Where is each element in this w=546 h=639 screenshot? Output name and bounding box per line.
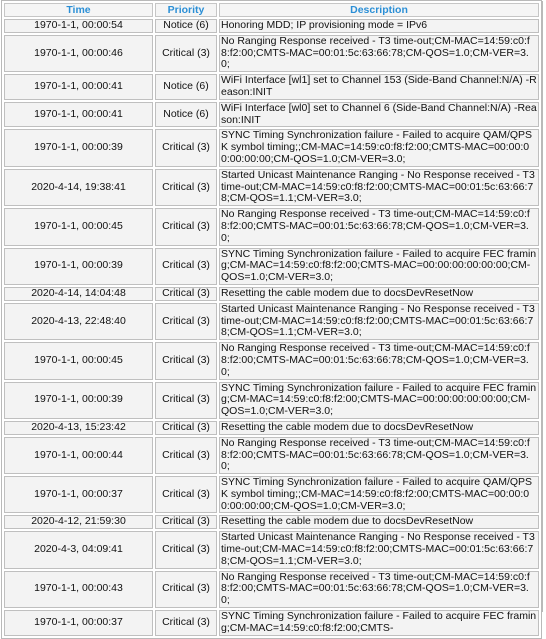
time-cell: 1970-1-1, 00:00:41 [4, 74, 153, 100]
time-cell: 1970-1-1, 00:00:54 [4, 19, 153, 33]
priority-cell: Critical (3) [155, 610, 217, 636]
table-row [4, 129, 539, 166]
priority-cell: Critical (3) [155, 571, 217, 608]
description-cell: Resetting the cable modem due to docsDevResetNow [219, 287, 539, 301]
time-cell: 1970-1-1, 00:00:37 [4, 610, 153, 636]
description-cell: No Ranging Response received - T3 time-out;CM-MAC=14:59:c0:f8:f2:00;CMTS-MAC=00:01:5c:63:66:78;CM-QOS=1.0;CM-VER=3.0; [219, 342, 539, 379]
description-cell: WiFi Interface [wl1] set to Channel 153 (Side-Band Channel:N/A) -Reason:INIT [219, 74, 539, 100]
description-cell: Started Unicast Maintenance Ranging - No Response received - T3 time-out;CM-MAC=14:59:c0:f8:f2:00;CMTS-MAC=00:01:5c:63:66:78;CM-QOS=1.1;CM-VER=3.0; [219, 303, 539, 340]
time-cell: 2020-4-14, 14:04:48 [4, 287, 153, 301]
description-cell: Honoring MDD; IP provisioning mode = IPv6 [219, 19, 539, 33]
table-row [4, 169, 539, 206]
table-row [4, 531, 539, 568]
time-cell: 1970-1-1, 00:00:44 [4, 437, 153, 474]
table-header-row [4, 3, 539, 17]
table-row [4, 610, 539, 636]
description-cell: SYNC Timing Synchronization failure - Failed to acquire FEC framing;CM-MAC=14:59:c0:f8:f2:00;CMTS- [219, 610, 539, 636]
priority-cell: Critical (3) [155, 421, 217, 435]
priority-cell: Critical (3) [155, 437, 217, 474]
priority-cell: Critical (3) [155, 515, 217, 529]
time-cell: 1970-1-1, 00:00:39 [4, 129, 153, 166]
table-row [4, 208, 539, 245]
time-cell: 1970-1-1, 00:00:37 [4, 476, 153, 513]
priority-cell: Critical (3) [155, 169, 217, 206]
event-log-table [1, 0, 542, 639]
time-cell: 1970-1-1, 00:00:45 [4, 342, 153, 379]
priority-cell: Critical (3) [155, 531, 217, 568]
time-column-header: Time [4, 3, 153, 17]
priority-cell: Critical (3) [155, 287, 217, 301]
description-cell: Started Unicast Maintenance Ranging - No Response received - T3 time-out;CM-MAC=14:59:c0:f8:f2:00;CMTS-MAC=00:01:5c:63:66:78;CM-QOS=1.1;CM-VER=3.0; [219, 531, 539, 568]
table-row [4, 342, 539, 379]
priority-cell: Critical (3) [155, 382, 217, 419]
table-row [4, 515, 539, 529]
priority-column-header: Priority [155, 3, 217, 17]
table-row [4, 421, 539, 435]
priority-cell: Notice (6) [155, 102, 217, 128]
priority-cell: Critical (3) [155, 476, 217, 513]
table-row [4, 248, 539, 285]
table-row [4, 476, 539, 513]
time-cell: 2020-4-13, 15:23:42 [4, 421, 153, 435]
description-cell: No Ranging Response received - T3 time-out;CM-MAC=14:59:c0:f8:f2:00;CMTS-MAC=00:01:5c:63:66:78;CM-QOS=1.0;CM-VER=3.0; [219, 35, 539, 72]
description-cell: SYNC Timing Synchronization failure - Failed to acquire FEC framing;CM-MAC=14:59:c0:f8:f2:00;CMTS-MAC=00:00:00:00:00:00;CM-QOS=1.0;CM-VER=3.0; [219, 382, 539, 419]
description-cell: WiFi Interface [wl0] set to Channel 6 (Side-Band Channel:N/A) -Reason:INIT [219, 102, 539, 128]
time-cell: 1970-1-1, 00:00:45 [4, 208, 153, 245]
table-row [4, 102, 539, 128]
description-cell: No Ranging Response received - T3 time-out;CM-MAC=14:59:c0:f8:f2:00;CMTS-MAC=00:01:5c:63:66:78;CM-QOS=1.0;CM-VER=3.0; [219, 208, 539, 245]
time-cell: 1970-1-1, 00:00:43 [4, 571, 153, 608]
table-row [4, 287, 539, 301]
description-cell: SYNC Timing Synchronization failure - Failed to acquire QAM/QPSK symbol timing;;CM-MAC=14:59:c0:f8:f2:00;CMTS-MAC=00:00:00:00:00:00;CM-QOS=1.0;CM-VER=3.0; [219, 129, 539, 166]
priority-cell: Critical (3) [155, 248, 217, 285]
priority-cell: Notice (6) [155, 19, 217, 33]
description-cell: Resetting the cable modem due to docsDevResetNow [219, 421, 539, 435]
event-log-body [4, 19, 539, 636]
description-cell: Started Unicast Maintenance Ranging - No Response received - T3 time-out;CM-MAC=14:59:c0:f8:f2:00;CMTS-MAC=00:01:5c:63:66:78;CM-QOS=1.1;CM-VER=3.0; [219, 169, 539, 206]
table-row [4, 437, 539, 474]
priority-cell: Critical (3) [155, 342, 217, 379]
priority-cell: Critical (3) [155, 303, 217, 340]
table-row [4, 74, 539, 100]
time-cell: 1970-1-1, 00:00:46 [4, 35, 153, 72]
table-row [4, 571, 539, 608]
description-cell: No Ranging Response received - T3 time-out;CM-MAC=14:59:c0:f8:f2:00;CMTS-MAC=00:01:5c:63:66:78;CM-QOS=1.0;CM-VER=3.0; [219, 437, 539, 474]
event-log-panel [1, 1, 543, 634]
time-cell: 1970-1-1, 00:00:41 [4, 102, 153, 128]
time-cell: 1970-1-1, 00:00:39 [4, 382, 153, 419]
priority-cell: Notice (6) [155, 74, 217, 100]
priority-cell: Critical (3) [155, 35, 217, 72]
time-cell: 2020-4-12, 21:59:30 [4, 515, 153, 529]
priority-cell: Critical (3) [155, 208, 217, 245]
table-row [4, 303, 539, 340]
description-cell: SYNC Timing Synchronization failure - Failed to acquire FEC framing;CM-MAC=14:59:c0:f8:f2:00;CMTS-MAC=00:00:00:00:00:00;CM-QOS=1.0;CM-VER=3.0; [219, 248, 539, 285]
time-cell: 1970-1-1, 00:00:39 [4, 248, 153, 285]
time-cell: 2020-4-13, 22:48:40 [4, 303, 153, 340]
description-cell: Resetting the cable modem due to docsDevResetNow [219, 515, 539, 529]
time-cell: 2020-4-3, 04:09:41 [4, 531, 153, 568]
description-cell: SYNC Timing Synchronization failure - Failed to acquire QAM/QPSK symbol timing;;CM-MAC=14:59:c0:f8:f2:00;CMTS-MAC=00:00:00:00:00:00;CM-QOS=1.0;CM-VER=3.0; [219, 476, 539, 513]
description-column-header: Description [219, 3, 539, 17]
table-row [4, 35, 539, 72]
time-cell: 2020-4-14, 19:38:41 [4, 169, 153, 206]
table-row [4, 382, 539, 419]
priority-cell: Critical (3) [155, 129, 217, 166]
description-cell: No Ranging Response received - T3 time-out;CM-MAC=14:59:c0:f8:f2:00;CMTS-MAC=00:01:5c:63:66:78;CM-QOS=1.0;CM-VER=3.0; [219, 571, 539, 608]
table-row [4, 19, 539, 33]
